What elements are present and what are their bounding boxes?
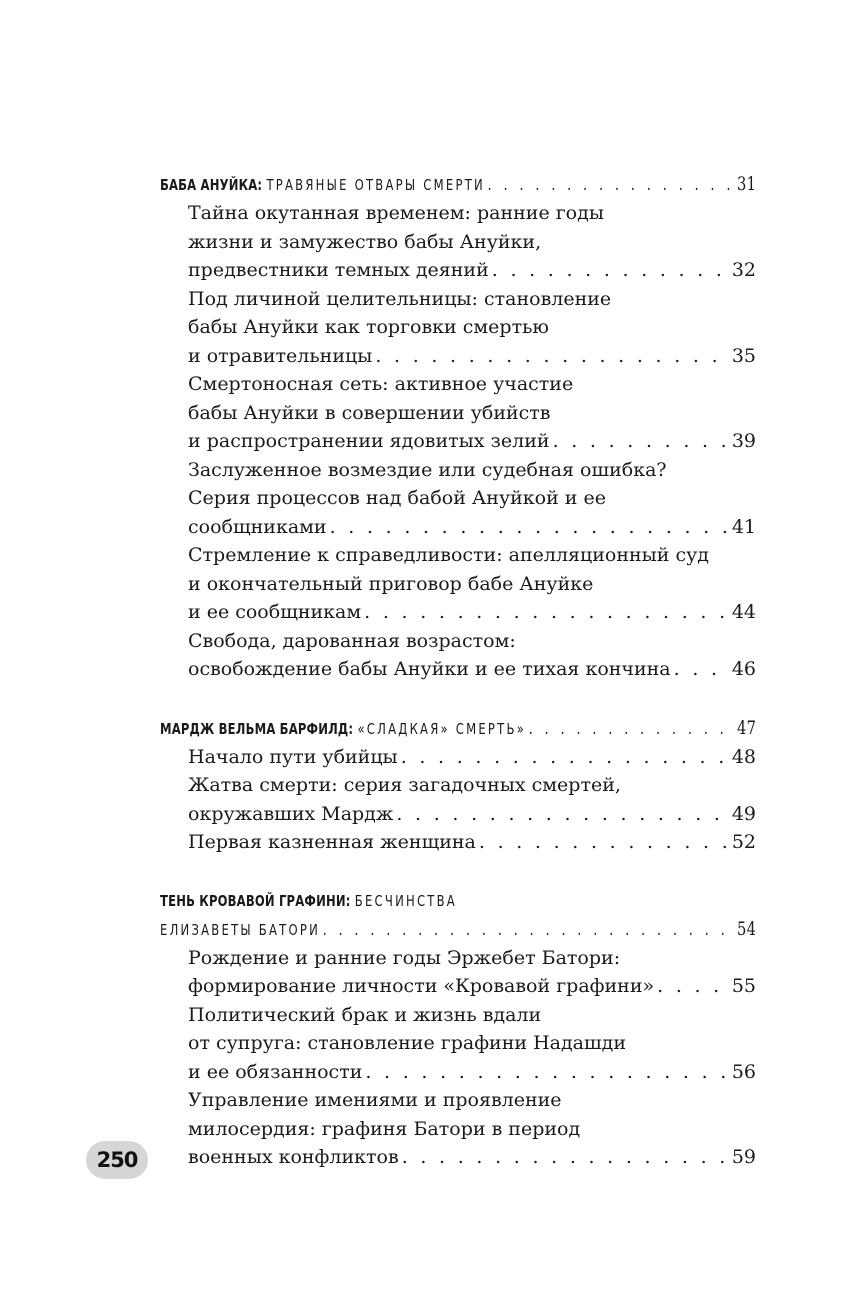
section-heading-continued (160, 915, 756, 944)
section-heading-subtitle: ЕЛИЗАВЕТЫ БАТОРИ (160, 920, 321, 939)
entry-text-line: сообщниками (188, 515, 327, 538)
entry-text-line: от супруга: становление графини Надашди (188, 1032, 627, 1054)
entry-text-line: Свобода, дарованная возрастом: (188, 629, 516, 652)
entry-text-line: военных конфликтов (188, 1146, 399, 1168)
section-heading-subtitle: «СЛАДКАЯ» СМЕРТЬ» (357, 719, 527, 738)
entry-text-line: Смертоносная сеть: активное участие (188, 373, 574, 395)
page-number: 32 (731, 259, 756, 281)
page-number: 54 (737, 917, 757, 940)
dot-leader (401, 743, 729, 772)
entry-text-line: бабы Ануйки как торговки смертью (188, 316, 549, 338)
entry-text-line: предвестники темных деяний (188, 259, 489, 281)
entry-text-line: Жатва смерти: серия загадочных смертей, (188, 774, 621, 796)
toc-entry (160, 1086, 756, 1172)
dot-leader (479, 828, 729, 857)
page-number: 44 (731, 601, 756, 623)
entry-text-line: и окончательный приговор бабе Ануйке (188, 572, 594, 595)
toc-entry (160, 944, 756, 1001)
dot-leader (323, 916, 735, 944)
dot-leader (488, 171, 735, 199)
entry-text-line: Под личиной целительницы: становление (188, 287, 612, 310)
entry-text-line: и распространении ядовитых зелий (188, 430, 550, 452)
dot-leader (402, 1143, 729, 1172)
dot-leader (492, 256, 729, 285)
section-heading-title: МАРДЖ ВЕЛЬМА БАРФИЛД: (160, 719, 354, 738)
entry-text-line: Стремление к справедливости: апелляционный суд (188, 544, 709, 566)
entry-text-line: милосердия: графиня Батори в период (188, 1117, 581, 1140)
entry-text-line: Управление имениями и проявление (188, 1089, 562, 1111)
section-heading-title: ТЕНЬ КРОВАВОЙ ГРАФИНИ: (160, 891, 351, 910)
page-number: 59 (731, 1146, 756, 1168)
entry-text-line: формирование личности «Кровавой графини» (188, 975, 655, 997)
dot-leader (330, 513, 729, 542)
table-of-contents (160, 170, 756, 1202)
toc-section (160, 170, 756, 684)
toc-entry (160, 743, 756, 772)
entry-text-line: и ее обязанности (188, 1060, 363, 1083)
toc-entry (160, 771, 756, 828)
page-number: 52 (731, 831, 756, 853)
section-heading (160, 887, 756, 915)
entry-text-line: Тайна окутанная временем: ранние годы (188, 202, 604, 224)
section-heading-title: БАБА АНУЙКА: (160, 176, 263, 194)
entry-text-line: Первая казненная женщина (188, 831, 476, 853)
page-folio-badge: 250 (86, 1141, 148, 1179)
toc-section (160, 714, 756, 857)
dot-leader (375, 342, 728, 371)
toc-entry (160, 828, 756, 857)
dot-leader (553, 427, 729, 456)
dot-leader (365, 1058, 728, 1087)
toc-section (160, 887, 756, 1172)
entry-text-line: и отравительницы (188, 344, 373, 367)
entry-text-line: бабы Ануйки в совершении убийств (188, 401, 551, 424)
page-number: 47 (737, 716, 757, 739)
toc-entry (160, 456, 756, 542)
section-heading-subtitle: БЕСЧИНСТВА (354, 891, 457, 910)
page-number: 56 (731, 1060, 756, 1083)
page-number: 46 (731, 658, 756, 680)
entry-text-line: окружавших Мардж (188, 802, 394, 825)
entry-text-line: Начало пути убийцы (188, 745, 398, 768)
page-number: 31 (737, 173, 757, 195)
section-heading-subtitle: ТРАВЯНЫЕ ОТВАРЫ СМЕРТИ (266, 176, 485, 194)
section-heading (160, 170, 756, 199)
toc-entry (160, 370, 756, 456)
page-number: 55 (731, 975, 756, 997)
entry-text-line: освобождение бабы Ануйки и ее тихая кончина (188, 658, 671, 680)
entry-text-line: Рождение и ранние годы Эржебет Батори: (188, 946, 621, 969)
entry-text-line: жизни и замужество бабы Ануйки, (188, 230, 542, 253)
toc-entry (160, 285, 756, 371)
section-heading (160, 714, 756, 743)
toc-entry (160, 627, 756, 684)
entry-text-line: Серия процессов над бабой Ануйкой и ее (188, 487, 606, 509)
dot-leader (396, 800, 728, 829)
page-number: 49 (731, 802, 756, 825)
dot-leader (364, 598, 729, 627)
page-number: 41 (731, 515, 756, 538)
toc-entry (160, 541, 756, 627)
entry-text-line: Заслуженное возмездие или судебная ошибка? (188, 458, 667, 481)
page-number: 48 (731, 745, 756, 768)
toc-entry (160, 199, 756, 285)
dot-leader (529, 715, 735, 743)
toc-entry (160, 1001, 756, 1087)
entry-text-line: Политический брак и жизнь вдали (188, 1003, 542, 1026)
dot-leader (674, 655, 729, 684)
page-number: 35 (731, 344, 756, 367)
entry-text-line: и ее сообщникам (188, 601, 362, 623)
dot-leader (657, 972, 729, 1001)
page-number: 39 (731, 430, 756, 452)
